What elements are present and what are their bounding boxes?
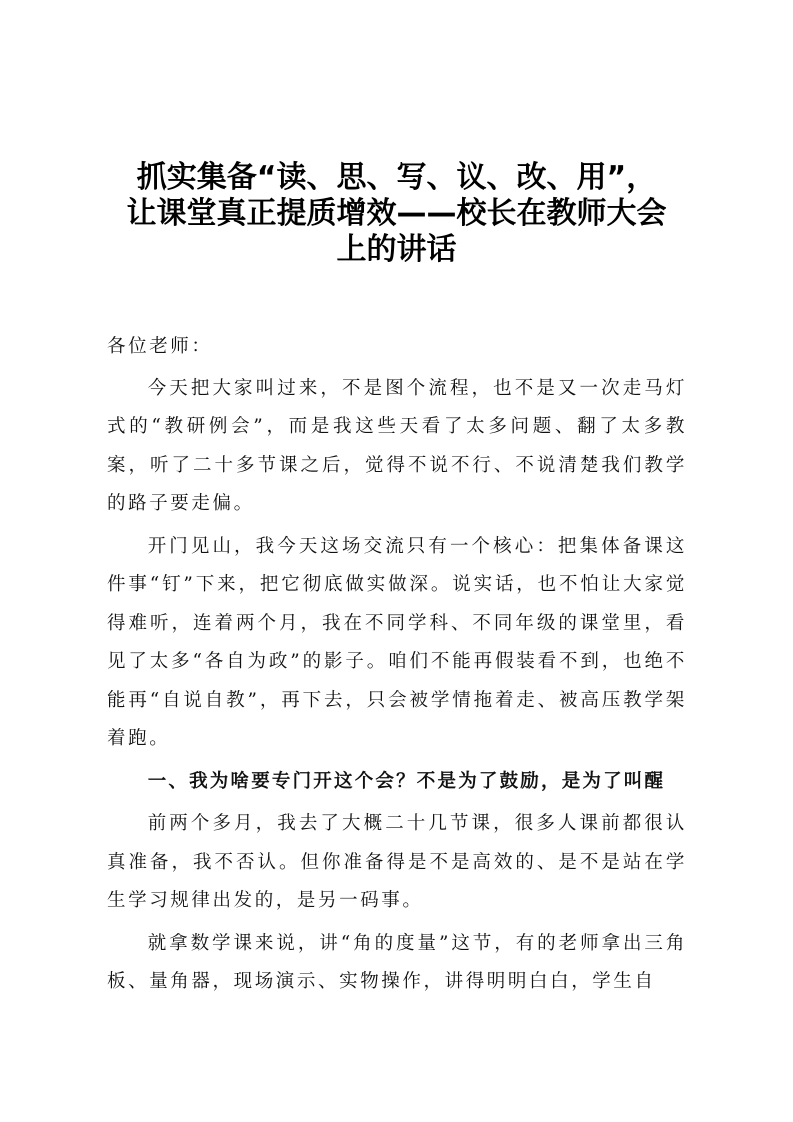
document-title (100, 160, 693, 268)
title-line-2: 让课堂真正提质增效——校长在教师大会 (126, 196, 667, 231)
document-body (107, 328, 687, 1006)
section-heading-1: 一、我为啥要专门开这个会？不是为了鼓励，是为了叫醒 (147, 770, 666, 792)
title-line-1: 抓实集备“读、思、写、议、改、用”， (136, 160, 657, 195)
salutation: 各位老师： (107, 336, 213, 357)
paragraph-1: 今天把大家叫过来，不是图个流程，也不是又一次走马灯式的“教研例会”，而是我这些天看了太多问题、翻了太多教案，听了二十多节课之后，觉得不说不行、不说清楚我们教学的路子要走偏。 (107, 377, 687, 514)
paragraph-4: 就拿数学课来说，讲“角的度量”这节，有的老师拿出三角板、量角器，现场演示、实物操作，讲得明明白白，学生自 (107, 932, 687, 992)
paragraph-3: 前两个多月，我去了大概二十几节课，很多人课前都很认真准备，我不否认。但你准备得是不是高效的、是不是站在学生学习规律出发的，是另一码事。 (107, 813, 687, 911)
title-line-3: 上的讲话 (336, 232, 457, 267)
paragraph-2: 开门见山，我今天这场交流只有一个核心：把集体备课这件事“钉”下来，把它彻底做实做深。说实话，也不怕让大家觉得难听，连着两个月，我在不同学科、不同年级的课堂里，看见了太多“各自为政”的影子。咱们不能再假装看不到，也绝不能再“自说自教”，再下去，只会被学情拖着走、被高压教学架着跑。 (107, 535, 687, 749)
